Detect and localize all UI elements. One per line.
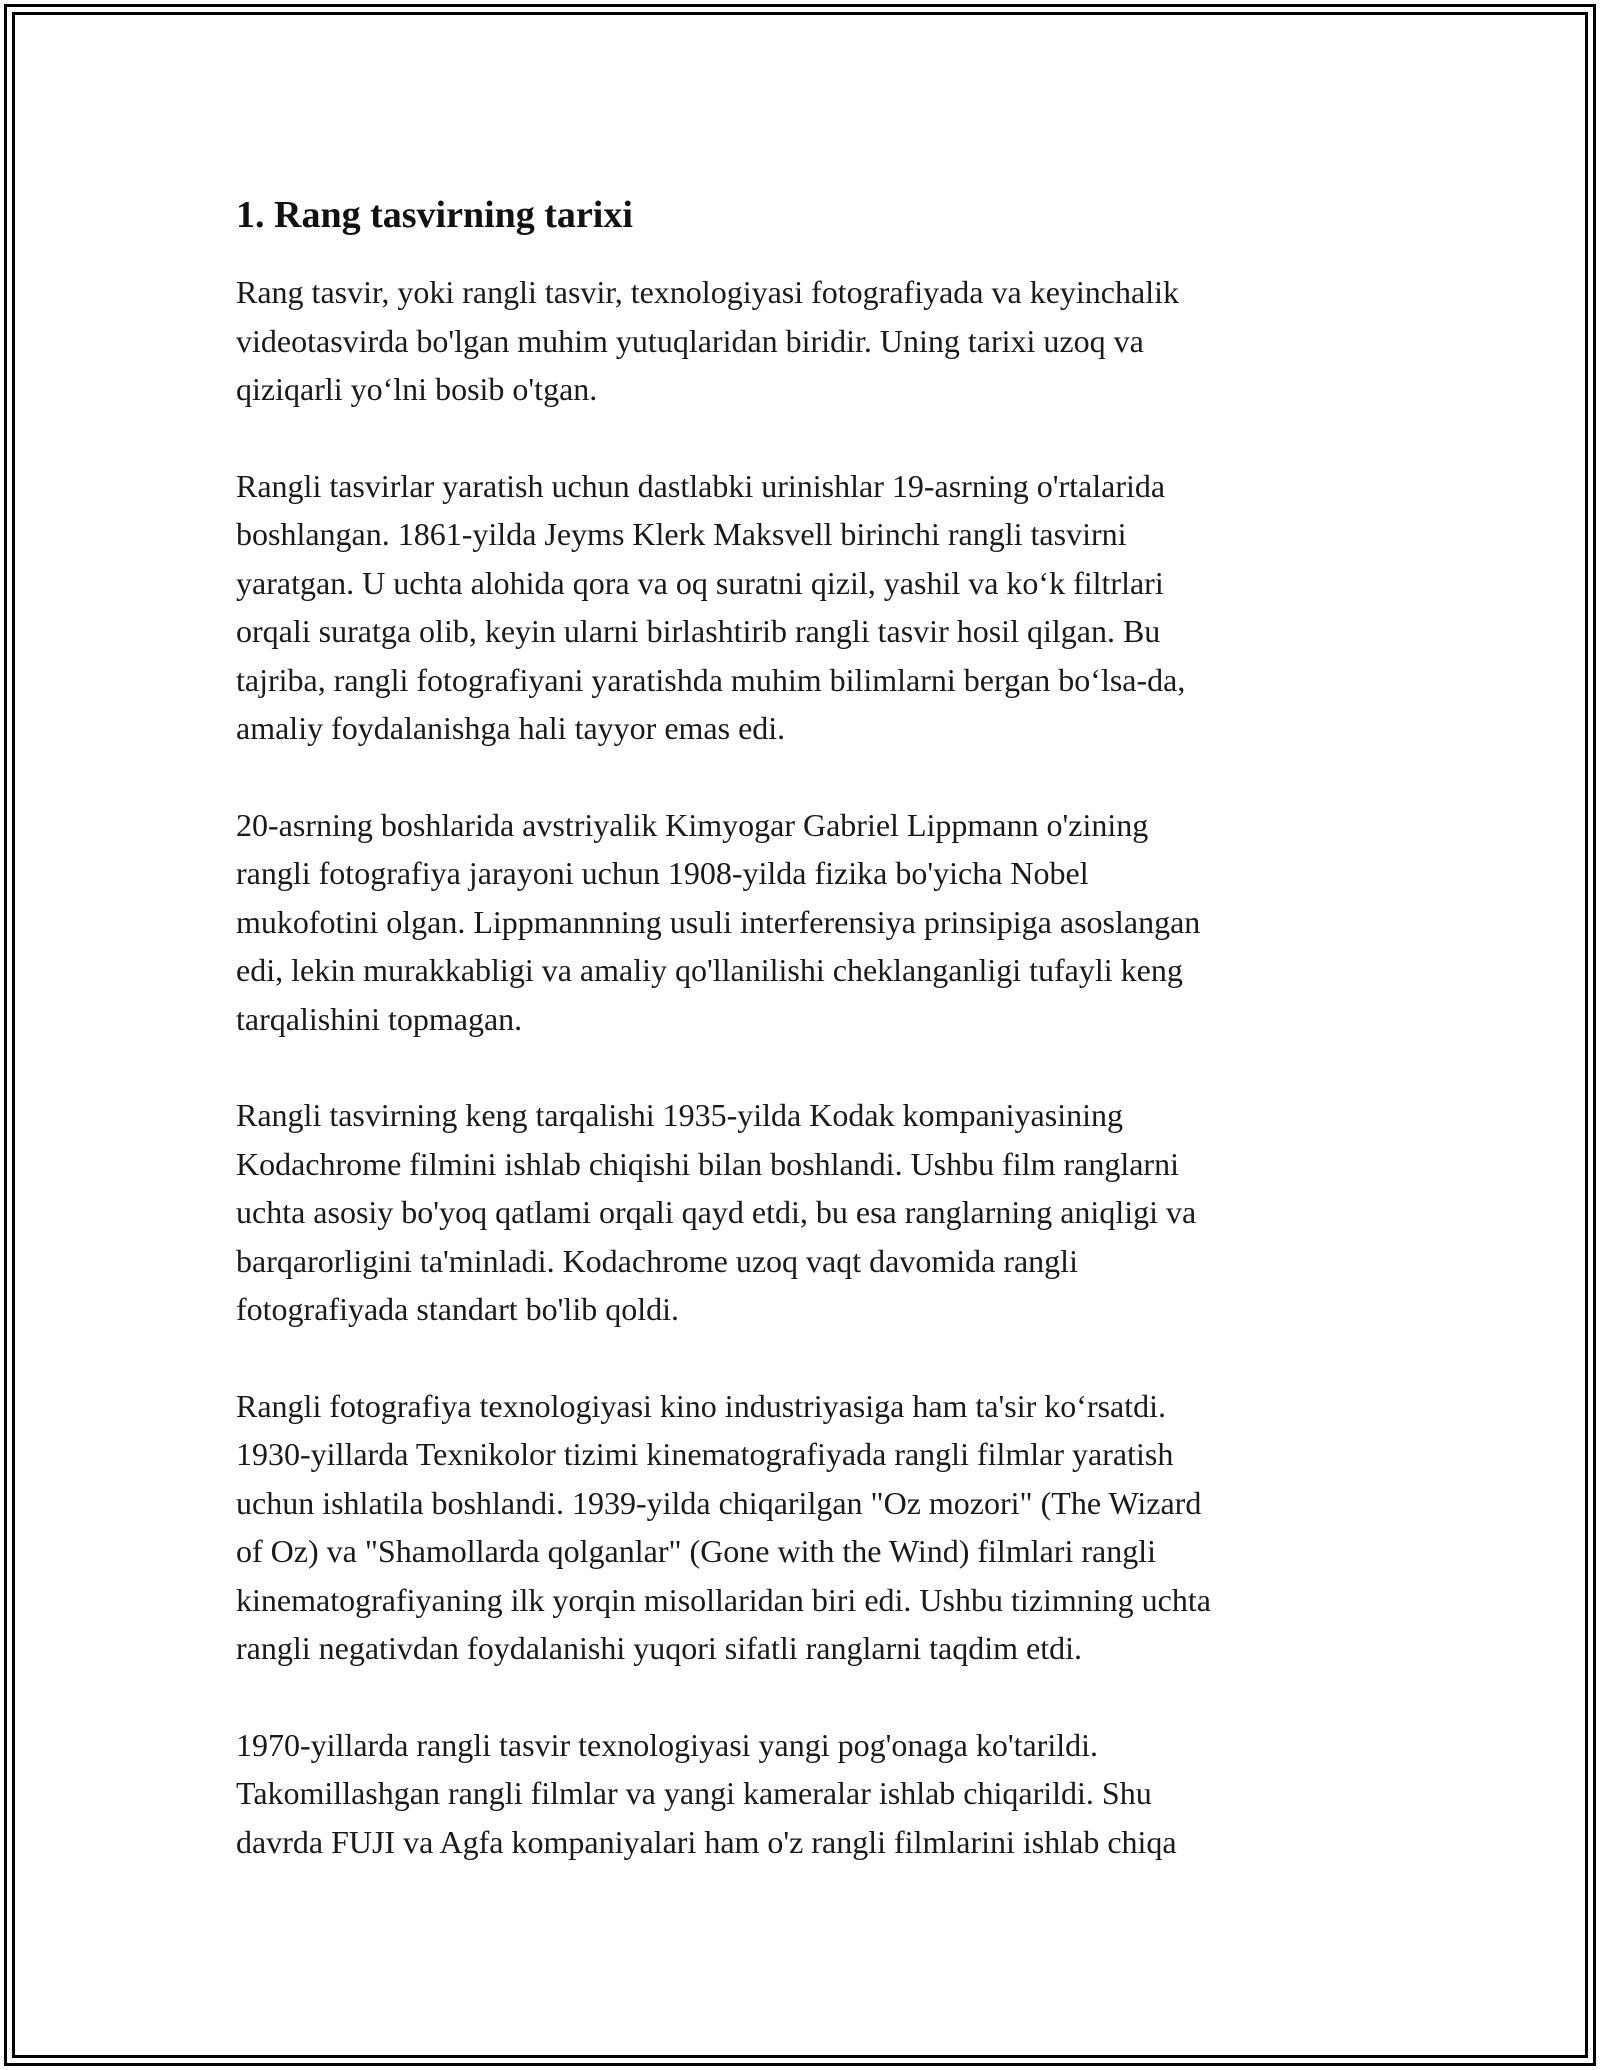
paragraph-kodachrome: Rangli tasvirning keng tarqalishi 1935-yilda Kodak kompaniyasining Kodachrome filmini ishlab chiqishi bilan boshlandi. Ushbu film ranglarni uchta asosiy bo'yoq qatlami orqali qayd etdi, bu esa ranglarning aniqligi va barqarorligini ta'minladi. Kodachrome uzoq vaqt davomida rangli fotografiyada standart bo'lib qoldi.: [236, 1097, 1197, 1327]
paragraph-maxwell: Rangli tasvirlar yaratish uchun dastlabki urinishlar 19-asrning o'rtalarida boshlangan. 1861-yilda Jeyms Klerk Maksvell birinchi rangli tasvirni yaratgan. U uchta alohida qora va oq suratni qizil, yashil va ko‘k filtrlari orqali suratga olib, keyin ularni birlashtirib rangli tasvir hosil qilgan. Bu tajriba, rangli fotografiyani yaratishda muhim bilimlarni bergan bo‘lsa-da, amaliy foydalanishga hali tayyor emas edi.: [236, 467, 1186, 746]
document-body: [236, 190, 1366, 1914]
paragraph-1970s: 1970-yillarda rangli tasvir texnologiyasi yangi pog'onaga ko'tarildi. Takomillashgan rangli filmlar va yangi kameralar ishlab chiqarildi. Shu davrda FUJI va Agfa kompaniyalari ham o'z rangli filmlarini ishlab chiqa: [236, 1726, 1177, 1860]
section-heading: 1. Rang tasvirning tarixi: [236, 194, 633, 236]
paragraph-intro: Rang tasvir, yoki rangli tasvir, texnologiyasi fotografiyada va keyinchalik videotasvirda bo'lgan muhim yutuqlaridan biridir. Uning tarixi uzoq va qiziqarli yo‘lni bosib o'tgan.: [236, 274, 1179, 407]
paragraph-technicolor: Rangli fotografiya texnologiyasi kino industriyasiga ham ta'sir ko‘rsatdi. 1930-yillarda Texnikolor tizimi kinematografiyada rangli filmlar yaratish uchun ishlatila boshlandi. 1939-yilda chiqarilgan "Oz mozori" (The Wizard of Oz) va "Shamollarda qolganlar" (Gone with the Wind) filmlari rangli kinematografiyaning ilk yorqin misollaridan biri edi. Ushbu tizimning uchta rangli negativdan foydalanishi yuqori sifatli ranglarni taqdim etdi.: [236, 1387, 1211, 1666]
paragraph-lippmann: 20-asrning boshlarida avstriyalik Kimyogar Gabriel Lippmann o'zining rangli fotografiya jarayoni uchun 1908-yilda fizika bo'yicha Nobel mukofotini olgan. Lippmannning usuli interferensiya prinsipiga asoslangan edi, lekin murakkabligi va amaliy qo'llanilishi cheklanganligi tufayli keng tarqalishini topmagan.: [236, 806, 1201, 1037]
